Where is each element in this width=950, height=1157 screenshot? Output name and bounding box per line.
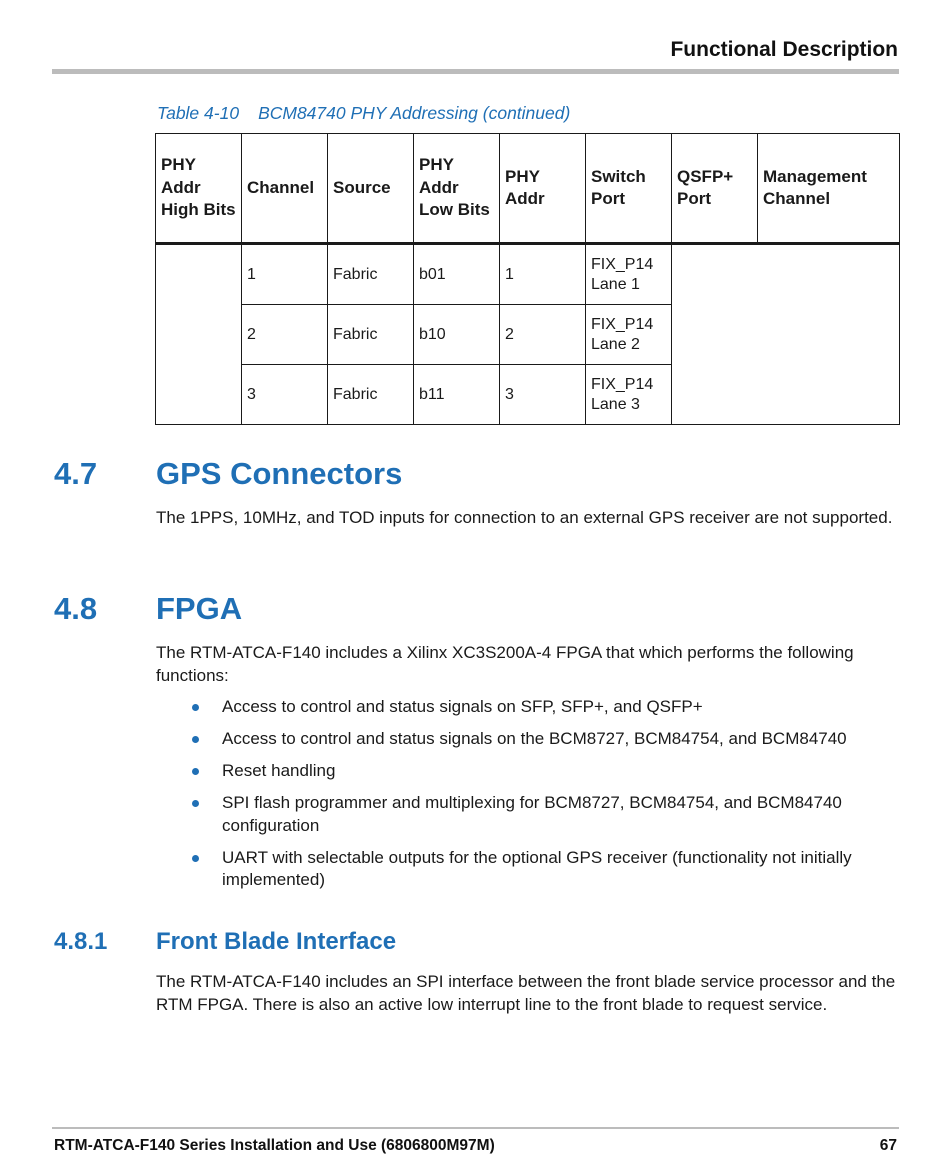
list-item: [186, 792, 902, 837]
column-header-switch-port: Switch Port: [586, 134, 672, 244]
section-title-gps-connectors: GPS Connectors: [156, 456, 403, 491]
column-header-phy-addr-high-bits: PHY Addr High Bits: [156, 134, 242, 244]
bullet-icon: [192, 704, 199, 711]
phy-addr-low-bits-cell: b11: [414, 365, 500, 425]
header-rule: [52, 69, 899, 74]
table-caption-label: Table 4-10: [157, 103, 240, 123]
section-title-fpga: FPGA: [156, 591, 243, 626]
list-item: [186, 760, 902, 783]
column-header-qsfp-port: QSFP+ Port: [672, 134, 758, 244]
phy-addr-low-bits-cell: b10: [414, 305, 500, 365]
list-item-text: SPI flash programmer and multiplexing for BCM8727, BCM84754, and BCM84740 configuration: [222, 793, 842, 835]
channel-cell: 2: [242, 305, 328, 365]
table-caption-title: BCM84740 PHY Addressing (continued): [258, 103, 571, 123]
list-item-text: Access to control and status signals on the BCM8727, BCM84754, and BCM84740: [222, 729, 847, 748]
list-item: [186, 728, 902, 751]
phy-addr-low-bits-cell: b01: [414, 244, 500, 305]
front-blade-paragraph: The RTM-ATCA-F140 includes an SPI interface between the front blade service processor and the RTM FPGA. There is also an active low interrupt line to the front blade to request service.: [156, 972, 896, 1014]
source-cell: Fabric: [328, 365, 414, 425]
source-cell: Fabric: [328, 305, 414, 365]
list-item-text: Access to control and status signals on SFP, SFP+, and QSFP+: [222, 697, 703, 716]
table-row: [156, 244, 900, 305]
phy-addr-high-bits-cell: [156, 244, 242, 425]
bullet-icon: [192, 768, 199, 775]
column-header-management-channel: Management Channel: [758, 134, 900, 244]
footer-rule: [52, 1127, 899, 1129]
list-item-text: UART with selectable outputs for the optional GPS receiver (functionality not initially implemented): [222, 847, 852, 889]
fpga-function-list: [186, 696, 902, 901]
list-item: [186, 847, 902, 892]
section-number-4-8: 4.8: [54, 591, 98, 626]
bullet-icon: [192, 736, 199, 743]
phy-addr-cell: 2: [500, 305, 586, 365]
footer-page-number: 67: [879, 1137, 897, 1154]
column-header-phy-addr: PHY Addr: [500, 134, 586, 244]
footer-document-title: RTM-ATCA-F140 Series Installation and Use (6806800M97M): [54, 1137, 495, 1154]
running-header-title: Functional Description: [670, 38, 898, 61]
column-header-source: Source: [328, 134, 414, 244]
fpga-paragraph: The RTM-ATCA-F140 includes a Xilinx XC3S200A-4 FPGA that which performs the following functions:: [156, 643, 854, 685]
section-title-front-blade-interface: Front Blade Interface: [156, 928, 397, 955]
table-header-row: [156, 134, 900, 244]
phy-addressing-table: [155, 133, 900, 425]
switch-port-cell: FIX_P14 Lane 1: [586, 244, 672, 305]
channel-cell: 3: [242, 365, 328, 425]
column-header-channel: Channel: [242, 134, 328, 244]
qsfp-management-cell: [672, 244, 900, 425]
channel-cell: 1: [242, 244, 328, 305]
table-caption: [157, 103, 570, 124]
bullet-icon: [192, 800, 199, 807]
phy-addr-cell: 1: [500, 244, 586, 305]
list-item-text: Reset handling: [222, 761, 336, 780]
switch-port-cell: FIX_P14 Lane 2: [586, 305, 672, 365]
phy-addr-cell: 3: [500, 365, 586, 425]
bullet-icon: [192, 855, 199, 862]
source-cell: Fabric: [328, 244, 414, 305]
gps-paragraph: The 1PPS, 10MHz, and TOD inputs for connection to an external GPS receiver are not supported.: [156, 508, 893, 527]
column-header-phy-addr-low-bits: PHY Addr Low Bits: [414, 134, 500, 244]
switch-port-cell: FIX_P14 Lane 3: [586, 365, 672, 425]
section-number-4-8-1: 4.8.1: [54, 928, 108, 955]
section-number-4-7: 4.7: [54, 456, 98, 491]
list-item: [186, 696, 902, 719]
